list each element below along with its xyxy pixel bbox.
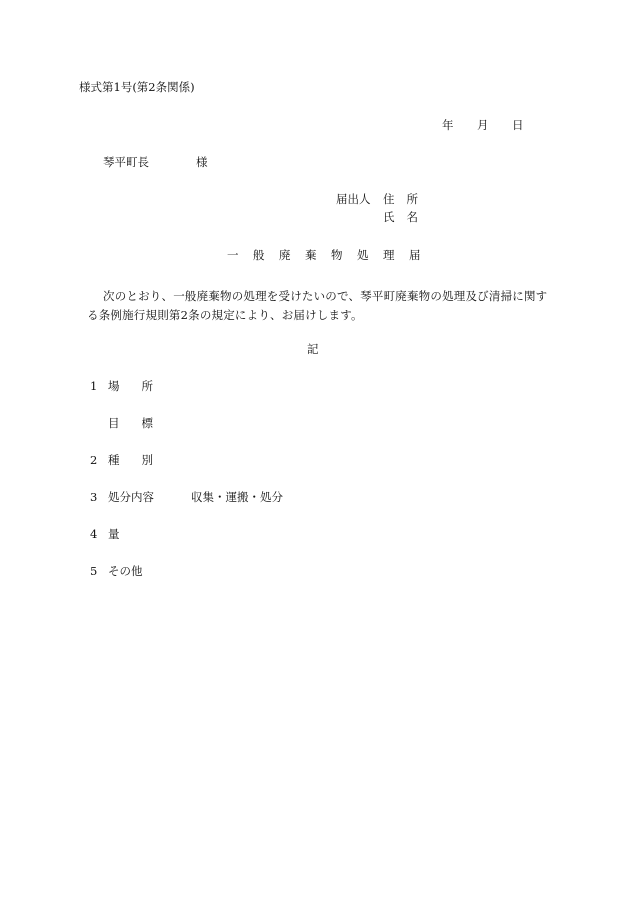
date-year-label: 年 — [442, 118, 454, 132]
date-month-label: 月 — [477, 118, 489, 132]
applicant-address-label: 住所 — [383, 192, 430, 206]
document-title: 一般廃棄物処理届 — [227, 248, 435, 262]
item-number: 1 — [90, 379, 98, 393]
item-label-disposal-content: 処分内容 — [108, 490, 154, 504]
body-paragraph: 次のとおり、一般廃棄物の処理を受けたいので、琴平町廃棄物の処理及び清掃に関する条例施行規則第2条の規定により、お届けします。 — [87, 289, 548, 322]
item-label-target: 目標 — [108, 416, 175, 430]
applicant-name-label: 氏名 — [383, 210, 430, 224]
item-label-quantity: 量 — [108, 527, 120, 541]
item-value-disposal-content: 収集・運搬・処分 — [191, 490, 283, 504]
item-number: 2 — [90, 453, 98, 467]
form-number: 様式第1号(第2条関係) — [79, 80, 195, 94]
addressee-honorific: 様 — [196, 155, 208, 169]
item-number: 4 — [90, 527, 98, 541]
ki-heading: 記 — [307, 342, 319, 356]
addressee-name: 琴平町長 — [103, 155, 149, 169]
item-label-location: 場所 — [108, 379, 175, 393]
date-day-label: 日 — [512, 118, 524, 132]
item-number: 3 — [90, 490, 98, 504]
applicant-label: 届出人 — [336, 192, 371, 206]
item-number: 5 — [90, 564, 98, 578]
item-label-other: その他 — [108, 564, 143, 578]
item-label-type: 種別 — [108, 453, 175, 467]
